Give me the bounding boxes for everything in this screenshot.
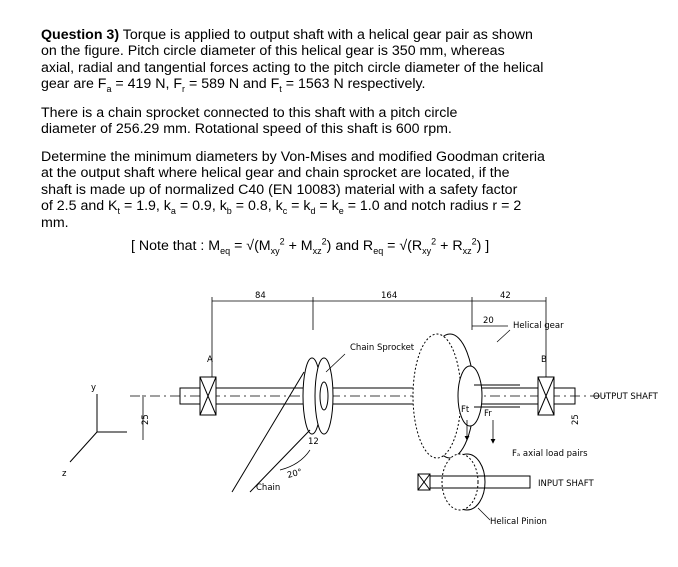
text-line: = 1563 N respectively. (281, 76, 426, 93)
text-line: = 0.8, k (231, 198, 283, 215)
text-line: mm. (41, 214, 69, 231)
text-line: = 1.9, k (120, 198, 171, 215)
dim-84: 84 (255, 291, 266, 301)
subscript: eq (373, 245, 384, 256)
subscript: xz (462, 245, 472, 256)
axis-z-label: z (62, 469, 67, 479)
subscript: d (310, 206, 316, 217)
subscript: xy (270, 245, 280, 256)
note-text: [ Note that : M (131, 238, 221, 254)
text-line: Torque is applied to output shaft with a helical gear pair as shown (122, 27, 533, 43)
text-line: diameter of 256.29 mm. Rotational speed of this shaft is 600 rpm. (41, 121, 452, 138)
dim-12: 12 (308, 437, 319, 447)
text-line: = k (315, 198, 339, 215)
output-shaft-label: OUTPUT SHAFT (593, 392, 658, 402)
note-text: ) ] (476, 238, 490, 254)
text-line: shaft is made up of normalized C40 (EN 10083) material with a safety factor (41, 181, 518, 198)
note-text: = √(M (230, 238, 271, 254)
text-line: = k (287, 198, 311, 215)
text-line: = 0.9, k (175, 198, 227, 215)
superscript: 2 (471, 236, 477, 247)
text-line: on the figure. Pitch circle diameter of this helical gear is 350 mm, whereas (41, 43, 505, 60)
text-line: = 589 N and F (185, 76, 280, 93)
force-ft-label: Ft (461, 405, 470, 415)
subscript: a (170, 206, 176, 217)
dim-164: 164 (381, 291, 398, 301)
superscript: 2 (279, 236, 285, 247)
angle-label: 20° (286, 467, 304, 481)
subscript: t (279, 84, 282, 95)
text-line: axial, radial and tangential forces acting to the pitch circle diameter of the helical (41, 59, 544, 76)
subscript: eq (220, 245, 231, 256)
angle-arc (280, 450, 310, 470)
note-text: + M (284, 238, 313, 254)
text-line: = 419 N, F (111, 76, 183, 93)
axial-load-label: Fₐ axial load pairs (512, 449, 588, 459)
bearing-b (538, 377, 554, 415)
subscript: xz (312, 245, 322, 256)
subscript: t (117, 206, 121, 217)
subscript: c (282, 206, 288, 217)
force-fr-label: Fr (484, 409, 492, 419)
helical-pinion-label: Helical Pinion (490, 517, 547, 527)
text-line: of 2.5 and K (41, 198, 118, 215)
helical-gear-label: Helical gear (513, 321, 564, 331)
subscript: xy (422, 245, 432, 256)
helical-pinion (420, 454, 530, 510)
superscript: 2 (321, 236, 327, 247)
subscript: b (226, 206, 232, 217)
text-line: at the output shaft where helical gear and chain sprocket are located, if the (41, 165, 510, 182)
note-text: = √(R (383, 238, 423, 254)
dim-25-left: 25 (141, 414, 151, 425)
text-line: There is a chain sprocket connected to this shaft with a pitch circle (41, 105, 458, 121)
bearing-a (200, 377, 216, 415)
chain-sprocket-label: Chain Sprocket (350, 343, 415, 353)
dim-42: 42 (500, 291, 511, 301)
text-line: = 1.0 and notch radius r = 2 (343, 198, 522, 215)
bearing-a-label: A (207, 355, 213, 365)
subscript: e (338, 206, 344, 217)
note-text: + R (436, 238, 463, 254)
input-shaft-label: INPUT SHAFT (538, 479, 594, 489)
leader-line (478, 508, 490, 520)
bearing-b-label: B (541, 355, 547, 365)
dim-20: 20 (483, 316, 494, 326)
dim-25-right: 25 (571, 414, 581, 425)
pinion-bearing-left (418, 474, 430, 490)
text-line: gear are F (41, 76, 107, 93)
superscript: 2 (431, 236, 437, 247)
question-heading: Question 3) (41, 27, 120, 43)
leader-line (497, 330, 510, 342)
subscript: a (106, 84, 112, 95)
text-line: Determine the minimum diameters by Von-Mises and modified Goodman criteria (41, 149, 545, 165)
coordinate-axes (70, 394, 127, 462)
note-text: ) and R (326, 238, 374, 254)
chain-label: Chain (256, 483, 281, 493)
subscript: r (182, 84, 186, 95)
axis-y-label: y (91, 383, 97, 393)
